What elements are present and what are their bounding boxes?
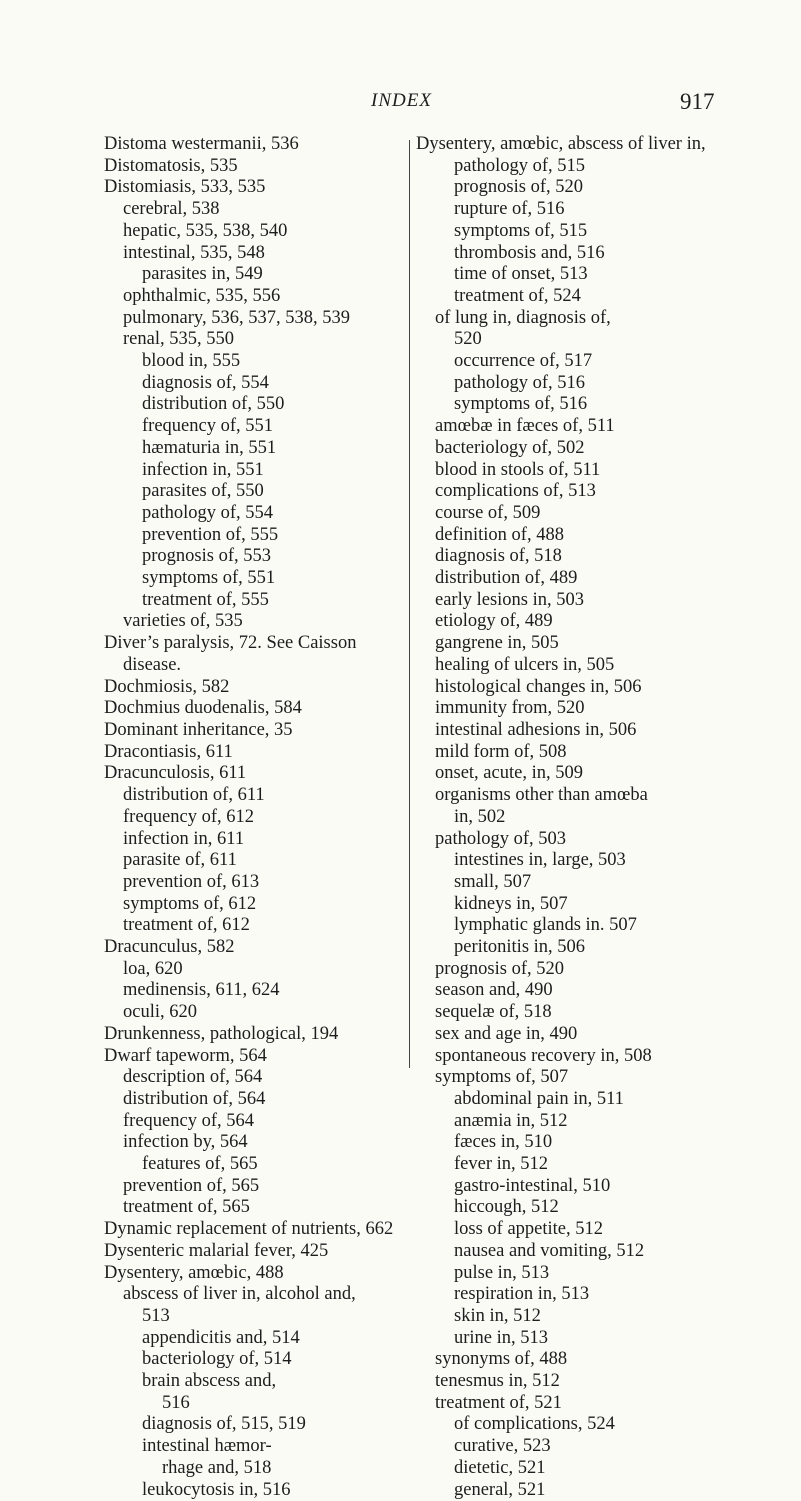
index-entry: Dochmius duodenalis, 584	[104, 698, 302, 719]
index-entry: intestinal, 535, 548	[123, 242, 265, 263]
column-divider	[409, 140, 410, 1068]
index-entry: treatment of, 565	[123, 1197, 250, 1218]
index-entry: urine in, 513	[454, 1327, 549, 1348]
index-entry: oculi, 620	[123, 1002, 197, 1023]
index-entry: rhage and, 518	[162, 1457, 272, 1478]
index-entry: small, 507	[454, 871, 532, 892]
index-column-right	[416, 134, 722, 1501]
index-entry: organisms other than amœba	[435, 785, 648, 806]
index-entry: Diver’s paralysis, 72. See Caisson	[104, 633, 357, 654]
index-entry: parasites in, 549	[142, 264, 263, 285]
index-entry: respiration in, 513	[454, 1284, 590, 1305]
index-entry: frequency of, 564	[123, 1110, 254, 1131]
index-entry: diagnosis of, 554	[142, 372, 269, 393]
index-entry: infection in, 551	[142, 459, 264, 480]
index-entry: brain abscess and,	[142, 1371, 277, 1392]
page-number: 917	[680, 89, 715, 114]
index-entry: anæmia in, 512	[454, 1110, 568, 1131]
index-entry: ophthalmic, 535, 556	[123, 285, 281, 306]
index-entry: symptoms of, 516	[454, 394, 588, 415]
index-entry: Dochmiosis, 582	[104, 676, 230, 697]
index-entry: kidneys in, 507	[454, 893, 568, 914]
index-entry: gastro-intestinal, 510	[454, 1175, 611, 1196]
index-entry: sex and age in, 490	[435, 1023, 578, 1044]
index-entry: parasites of, 550	[142, 481, 264, 502]
index-entry: leukocytosis in, 516	[142, 1479, 291, 1500]
index-entry: loss of appetite, 512	[454, 1219, 604, 1240]
index-entry: distribution of, 611	[123, 785, 265, 806]
index-entry: early lesions in, 503	[435, 589, 585, 610]
index-entry: prevention of, 555	[142, 524, 279, 545]
index-entry: prognosis of, 553	[142, 546, 271, 567]
index-entry: frequency of, 612	[123, 806, 254, 827]
index-entry: pathology of, 516	[454, 372, 586, 393]
index-entry: gangrene in, 505	[435, 633, 559, 654]
index-entry: Distoma westermanii, 536	[104, 134, 299, 154]
index-entry: tenesmus in, 512	[435, 1371, 560, 1392]
index-entry: hæmaturia in, 551	[142, 437, 277, 458]
index-entry: renal, 535, 550	[123, 329, 234, 350]
index-entry: infection by, 564	[123, 1132, 248, 1153]
index-entry: in, 502	[454, 806, 506, 827]
index-entry: etiology of, 489	[435, 611, 553, 632]
index-entry: season and, 490	[435, 980, 553, 1001]
index-entry: dietetic, 521	[454, 1457, 546, 1478]
index-entry: histological changes in, 506	[435, 676, 642, 697]
index-entry: symptoms of, 507	[435, 1067, 569, 1088]
index-entry: hepatic, 535, 538, 540	[123, 220, 288, 241]
index-entry: frequency of, 551	[142, 416, 273, 437]
index-entry: spontaneous recovery in, 508	[435, 1045, 652, 1066]
index-entry: curative, 523	[454, 1436, 551, 1457]
index-entry: pulmonary, 536, 537, 538, 539	[123, 307, 350, 328]
index-entry: Dynamic replacement of nutrients, 662	[104, 1219, 394, 1240]
index-entry: 513	[142, 1305, 170, 1326]
index-column-left	[104, 134, 404, 1501]
index-entry: distribution of, 564	[123, 1088, 266, 1109]
index-entry: fæces in, 510	[454, 1132, 553, 1153]
index-entry: thrombosis and, 516	[454, 242, 605, 263]
index-entry: synonyms of, 488	[435, 1349, 568, 1370]
index-entry: distribution of, 489	[435, 568, 578, 589]
index-entry: medinensis, 611, 624	[123, 980, 280, 1001]
index-entry: blood in stools of, 511	[435, 459, 601, 480]
index-entry: Dracunculus, 582	[104, 937, 235, 958]
index-entry: treatment of, 524	[454, 285, 581, 306]
index-entry: prevention of, 565	[123, 1175, 260, 1196]
index-entry: lymphatic glands in. 507	[454, 915, 637, 936]
index-entry: onset, acute, in, 509	[435, 763, 583, 784]
index-entry: symptoms of, 515	[454, 220, 588, 241]
index-entry: sequelæ of, 518	[435, 1002, 552, 1023]
index-entry: general, 521	[454, 1479, 546, 1500]
index-entry: rupture of, 516	[454, 199, 565, 220]
index-entry: treatment of, 555	[142, 589, 269, 610]
index-entry: Dysentery, amœbic, abscess of liver in,	[416, 134, 706, 154]
index-entry: Dracontiasis, 611	[104, 741, 233, 762]
index-entry: Distomatosis, 535	[104, 155, 238, 176]
index-entry: prevention of, 613	[123, 871, 260, 892]
index-entry: Dysenteric malarial fever, 425	[104, 1240, 329, 1261]
index-entry: hiccough, 512	[454, 1197, 559, 1218]
running-title: INDEX	[371, 90, 432, 111]
index-entry: features of, 565	[142, 1154, 258, 1175]
index-entry: definition of, 488	[435, 524, 564, 545]
index-entry: occurrence of, 517	[454, 351, 593, 372]
index-entry: Dominant inheritance, 35	[104, 719, 293, 740]
index-entry: symptoms of, 551	[142, 568, 276, 589]
index-entry: abdominal pain in, 511	[454, 1088, 624, 1109]
index-entry: amœbæ in fæces of, 511	[435, 416, 615, 437]
index-entry: disease.	[123, 654, 182, 675]
index-entry: of lung in, diagnosis of,	[435, 307, 611, 328]
index-entry: of complications, 524	[454, 1414, 615, 1435]
index-entry: intestinal adhesions in, 506	[435, 719, 637, 740]
index-entry: time of onset, 513	[454, 264, 588, 285]
index-entry: infection in, 611	[123, 828, 245, 849]
index-entry: diagnosis of, 518	[435, 546, 562, 567]
index-entry: cerebral, 538	[123, 199, 220, 220]
index-entry: pathology of, 515	[454, 155, 586, 176]
index-entry: intestines in, large, 503	[454, 850, 626, 871]
index-entry: Distomiasis, 533, 535	[104, 177, 266, 198]
index-entry: blood in, 555	[142, 351, 241, 372]
index-entry: bacteriology of, 514	[142, 1349, 292, 1370]
index-entry: prognosis of, 520	[454, 177, 583, 198]
index-entry: parasite of, 611	[123, 850, 237, 871]
index-entry: prognosis of, 520	[435, 958, 564, 979]
index-entry: treatment of, 521	[435, 1392, 562, 1413]
index-entry: immunity from, 520	[435, 698, 585, 719]
index-entry: Dwarf tapeworm, 564	[104, 1045, 267, 1066]
index-entry: pathology of, 503	[435, 828, 567, 849]
page-header	[0, 88, 801, 118]
index-entry: complications of, 513	[435, 481, 596, 502]
index-entry: pathology of, 554	[142, 502, 274, 523]
index-entry: bacteriology of, 502	[435, 437, 585, 458]
index-entry: healing of ulcers in, 505	[435, 654, 615, 675]
index-entry: intestinal hæmor-	[142, 1436, 272, 1457]
index-entry: distribution of, 550	[142, 394, 285, 415]
index-entry: Drunkenness, pathological, 194	[104, 1023, 339, 1044]
index-entry: description of, 564	[123, 1067, 263, 1088]
index-entry: treatment of, 612	[123, 915, 250, 936]
index-entry: 520	[454, 329, 482, 350]
index-entry: symptoms of, 612	[123, 893, 257, 914]
index-entry: varieties of, 535	[123, 611, 243, 632]
index-entry: loa, 620	[123, 958, 183, 979]
index-entry: peritonitis in, 506	[454, 937, 586, 958]
index-entry: 516	[162, 1392, 190, 1413]
index-entry: Dysentery, amœbic, 488	[104, 1262, 284, 1283]
index-entry: abscess of liver in, alcohol and,	[123, 1284, 356, 1305]
index-entry: pulse in, 513	[454, 1262, 550, 1283]
index-entry: appendicitis and, 514	[142, 1327, 300, 1348]
index-entry: skin in, 512	[454, 1305, 541, 1326]
index-entry: Dracunculosis, 611	[104, 763, 247, 784]
index-entry: diagnosis of, 515, 519	[142, 1414, 306, 1435]
index-entry: course of, 509	[435, 502, 541, 523]
index-entry: mild form of, 508	[435, 741, 567, 762]
index-entry: fever in, 512	[454, 1154, 549, 1175]
index-entry: nausea and vomiting, 512	[454, 1240, 645, 1261]
